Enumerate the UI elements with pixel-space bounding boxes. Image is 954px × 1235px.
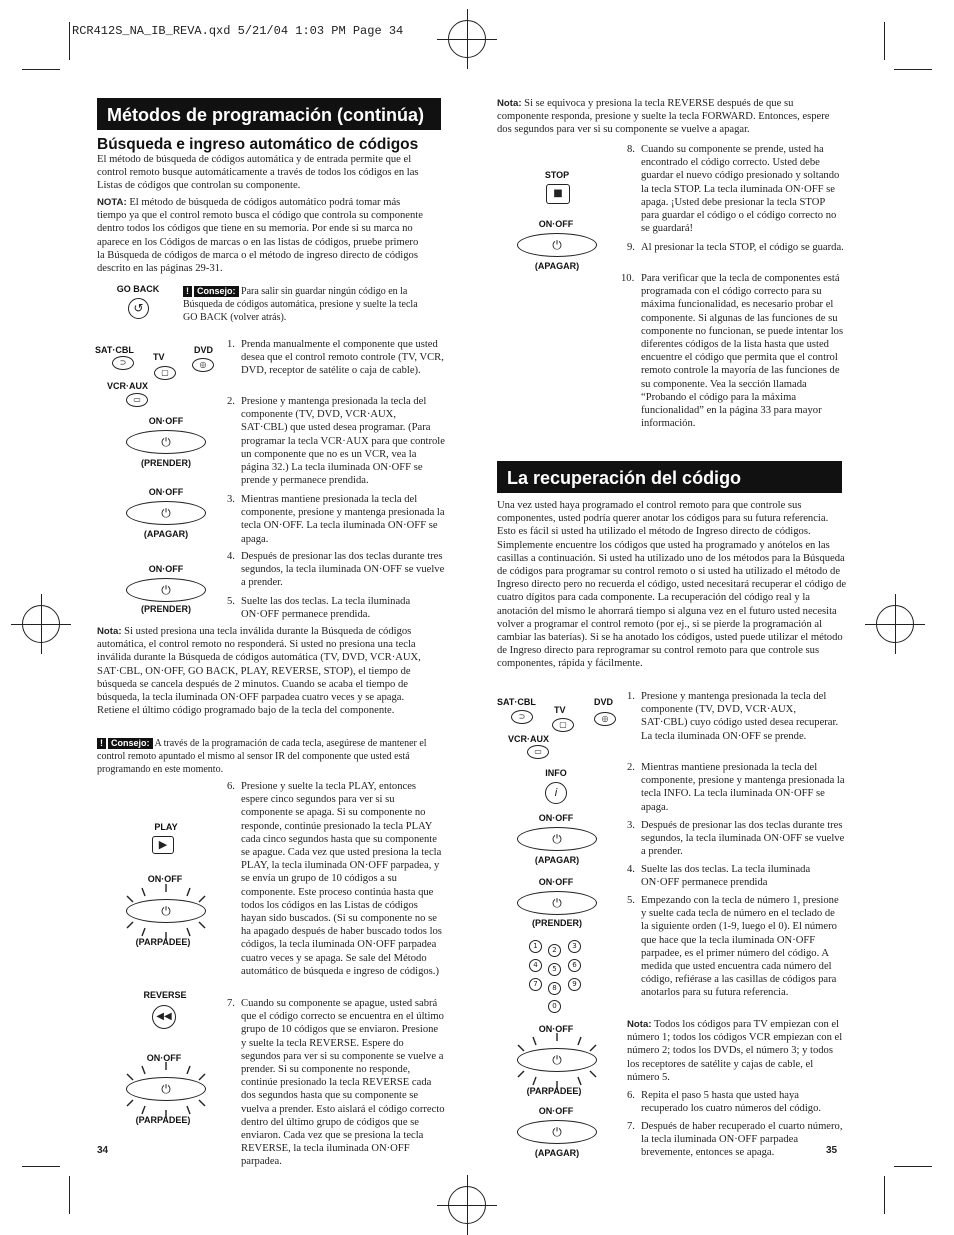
power-icon: ⏻: [552, 1053, 562, 1067]
play-button[interactable]: [152, 836, 174, 854]
note-text: El método de búsqueda de códigos automático podrá tomar más tiempo ya que el control remoto busca el código que controla su componente dentro todos los códigos que tiene en su memoria. Por ende si su marca no aparece en los Códigos de marcas o en las listas de códigos, pruebe primero la Búsqueda de códigos de marca o el método de ingreso directo de códigos descrito en las páginas 29-31.: [97, 197, 423, 275]
prender-caption: (PRENDER): [531, 918, 582, 928]
registration-mark: [448, 1186, 486, 1224]
rewind-icon: ◀◀: [156, 1011, 172, 1022]
crop-mark: [884, 1176, 885, 1214]
power-icon: ⏻: [161, 435, 171, 449]
tip-text: A través de la programación de cada tecla, asegúrese de mantener el control remoto apuntado el mismo al sensor IR del componente que usted está programando en este momento.: [97, 738, 427, 775]
list-item: 1. Presione y mantenga presionada la tecla del componente (TV, DVD, VCR·AUX, SAT·CBL) cuyo código usted desea recuperar. La tecla iluminada ON·OFF se prende.: [627, 691, 839, 742]
dvd-label: DVD: [194, 345, 214, 355]
file-slug: RCR412S_NA_IB_REVA.qxd 5/21/04 1:03 PM Page 34: [72, 24, 404, 38]
onoff-label: ON·OFF: [148, 416, 184, 426]
reverse-label: REVERSE: [143, 990, 187, 1000]
list-item: 9. Al presionar la tecla STOP, el código se guarda.: [627, 242, 844, 253]
note-label: Nota:: [497, 98, 522, 109]
note-text: Todos los códigos para TV empiezan con el número 1; todos los códigos VCR empiezan con el número 2; todos los DVDs, el número 3; y todos los receptores de satélite y cajas de cable, el número 5.: [627, 1019, 843, 1083]
onoff-button[interactable]: [126, 501, 206, 525]
satcbl-label: SAT·CBL: [95, 345, 134, 355]
page-number: 35: [826, 1145, 838, 1156]
list-item: 4. Suelte las dos teclas. La tecla iluminada ON·OFF permanece prendida: [627, 864, 811, 889]
subhead: Búsqueda e ingreso automático de códigos: [97, 136, 419, 153]
power-icon: ⏻: [552, 896, 562, 910]
list-item: 4. Después de presionar las dos teclas durante tres segundos, la tecla iluminada ON·OFF se vuelve a prender.: [227, 551, 445, 589]
note-paragraph: [97, 625, 437, 717]
crop-mark: [894, 1166, 932, 1167]
list-item: 2. Presione y mantenga presionada la tecla del componente (TV, DVD, VCR·AUX, SAT·CBL) que usted desea programar. (Para programar la tecla VCR·AUX para que controle un componente que no es un VCR, vea la página 32.) La tecla iluminada ON·OFF se prende y permanece prendida.: [227, 396, 445, 487]
onoff-button[interactable]: [517, 1120, 597, 1144]
warning-icon: !: [183, 286, 192, 297]
apagar-caption: (APAGAR): [534, 261, 580, 271]
power-icon: ⏻: [552, 238, 562, 252]
onoff-label: ON·OFF: [538, 1106, 574, 1116]
dvd-button[interactable]: [594, 712, 616, 726]
banner-title: La recuperación del código: [507, 468, 742, 488]
list-item: 1. Prenda manualmente el componente que usted desea que el control remoto controle (TV, VCR, DVD, receptor de satélite o caja de cable).: [227, 339, 444, 377]
list-item: 3. Después de presionar las dos teclas durante tres segundos, la tecla iluminada ON·OFF se vuelve a prender.: [627, 820, 845, 858]
dvd-button[interactable]: [192, 358, 214, 372]
onoff-label: ON·OFF: [538, 219, 574, 229]
tape-icon: ▭: [133, 395, 141, 404]
apagar-caption: (APAGAR): [143, 529, 189, 539]
onoff-button[interactable]: [126, 578, 206, 602]
tip-label: Consejo:: [108, 738, 153, 749]
note-text: Si usted presiona una tecla inválida durante la Búsqueda de códigos automática, el control remoto no responderá. Si usted no presiona una tecla inválida durante la Búsqueda de códigos automática (TV, DVD, VCR·AUX, SAT·CBL, ON·OFF, GO BACK, PLAY, REVERSE, STOP), el tiempo de búsqueda se cancela después de 2 minutos. Cuando se acaba el tiempo de búsqueda, la tecla iluminada ON·OFF parpadea cuatro veces y se apaga. Retiene el último código programado bajo de la tecla del componente.: [97, 626, 421, 717]
vcraux-label: VCR·AUX: [508, 734, 550, 744]
crop-mark: [22, 69, 60, 70]
onoff-button[interactable]: [517, 1048, 597, 1072]
key-9[interactable]: 9: [568, 978, 581, 991]
page-number: 34: [97, 1145, 109, 1156]
stop-label: STOP: [544, 170, 570, 180]
key-5[interactable]: 5: [548, 963, 561, 976]
list-item: 5. Empezando con la tecla de número 1, presione y suelte cada tecla de número en el teclado de la siguiente orden (1-9, luego el 0). El número que hace que la tecla iluminada ON·OFF parpadee, es el primer número del código. A medida que usted encuentra cada número del código, refiérase a las casillas de códigos para anotarlos para su futura referencia.: [627, 895, 839, 999]
parpadee-caption: (PARPADEE): [135, 1115, 191, 1125]
key-6[interactable]: 6: [568, 959, 581, 972]
key-0[interactable]: 0: [548, 1000, 561, 1013]
warning-icon: !: [97, 738, 106, 749]
goback-label: GO BACK: [116, 284, 160, 294]
reverse-button[interactable]: [152, 1005, 176, 1029]
goback-icon: ↺: [133, 301, 144, 315]
key-4[interactable]: 4: [529, 959, 542, 972]
tv-icon: ▢: [559, 720, 567, 729]
list-item: 7. Después de haber recuperado el cuarto número, la tecla iluminada ON·OFF parpadea brevemente, entonces se apaga.: [627, 1121, 843, 1159]
tv-label: TV: [153, 352, 165, 362]
tv-icon: ▢: [161, 368, 169, 377]
satellite-icon: ⊃: [518, 712, 526, 721]
tv-label: TV: [554, 705, 566, 715]
key-1[interactable]: 1: [529, 940, 542, 953]
power-icon: ⏻: [161, 1082, 171, 1096]
onoff-label: ON·OFF: [538, 877, 574, 887]
tip-box: [97, 737, 437, 776]
list-item: 3. Mientras mantiene presionada la tecla del componente, presione y mantenga presionada la tecla ON·OFF. La tecla iluminada ON·OFF se apaga.: [227, 494, 445, 545]
registration-mark: [22, 605, 60, 643]
prender-caption: (PRENDER): [140, 604, 191, 614]
goback-button[interactable]: [128, 298, 149, 319]
key-2[interactable]: 2: [548, 944, 561, 957]
note-text: Si se equivoca y presiona la tecla REVERSE después de que su componente responda, presione y suelte la tecla FORWARD. Entonces, espere dos segundos para ver si su componente se vuelve a apagar.: [497, 98, 830, 136]
onoff-label: ON·OFF: [146, 1053, 182, 1063]
tv-button[interactable]: [154, 366, 176, 380]
note-paragraph: [497, 97, 842, 137]
note-label: NOTA:: [97, 197, 127, 208]
onoff-label: ON·OFF: [148, 487, 184, 497]
info-icon: i: [554, 786, 558, 799]
onoff-button[interactable]: [126, 430, 206, 454]
parpadee-caption: (PARPADEE): [135, 937, 191, 947]
banner-title: Métodos de programación (continúa): [107, 105, 425, 125]
key-8[interactable]: 8: [548, 982, 561, 995]
play-icon: ▶: [158, 838, 168, 851]
tape-icon: ▭: [534, 747, 542, 756]
crop-mark: [894, 69, 932, 70]
play-label: PLAY: [154, 822, 178, 832]
tv-button[interactable]: [552, 718, 574, 732]
intro-paragraph: Una vez usted haya programado el control remoto para que controle sus componentes, usted podría querer anotar los códigos para su futura referencia. Esto es fácil si usted ha utilizado el método de Ingreso directo de códigos. Simplemente encuentre los códigos que usted ha programado y anótelos en las casillas a continuación. Si usted ha utilizado uno de los métodos para la Búsqueda de códigos para programar su control remoto o si usted ha utilizado el método de Ingreso directo pero no recuerda el código, usted necesitará recuperar el código de cuatro dígitos para cada componente. La recuperación del código real y la anotación del mismo le ahorrará tiempo si alguna vez en el futuro usted necesita volver a programar el control remoto (por ej., si se pierde la programación al cambiar las baterías). Si se ha anotado los códigos, usted puede utilizar el método de Ingreso directo para reprogramar su control remoto para que controle sus componentes, rápida y fácilmente.: [497, 500, 847, 670]
power-icon: ⏻: [161, 904, 171, 918]
list-item: 7. Cuando su componente se apague, usted sabrá que el código correcto se encuentra en el último grupo de 10 códigos que se enviaron. Presione y suelte la tecla REVERSE. Espere do segundos para ver si su componente se vuelve a prender. Si su componente no responde, continúe presionado la tecla REVERSE cada dos segundos hasta que su componente se vuelva a prender. Esto aislará el código correcto dentro del último grupo de códigos que se enviaron. Cada vez que se presiona la tecla REVERSE, la tecla iluminada ON·OFF parpadea.: [227, 998, 445, 1168]
stop-button[interactable]: [546, 184, 570, 204]
disc-icon: ◎: [199, 360, 207, 369]
intro-paragraph: El método de búsqueda de códigos automática y de entrada permite que el control remoto busque automáticamente a través de todos los códigos en las Listas de códigos que controlan su componente.: [97, 154, 419, 192]
list-item: 2. Mientras mantiene presionada la tecla del componente, presione y mantenga presionada la tecla INFO. La tecla iluminada ON·OFF se apaga.: [627, 762, 845, 813]
key-3[interactable]: 3: [568, 940, 581, 953]
note-paragraph: [97, 196, 427, 275]
onoff-label: ON·OFF: [538, 813, 574, 823]
power-icon: ⏻: [161, 506, 171, 520]
onoff-button[interactable]: [517, 891, 597, 915]
info-label: INFO: [545, 768, 567, 778]
list-item: 10. Para verificar que la tecla de componentes está programada con el código correcto para su máxima funcionalidad, es necesario probar el componente. Si algunas de las funciones de su componente no funcionan, se puede intentar los diferentes códigos de la lista hasta que usted encuentre el código que permita que el control remoto controle la mayoría de las funciones de su componente. Vea la sección llamada “Probando el código para la máxima funcionalidad” en la página 33 para mayor información.: [621, 273, 844, 430]
power-icon: ⏻: [552, 832, 562, 846]
crop-mark: [69, 22, 70, 60]
list-item: 6. Repita el paso 5 hasta que usted haya recuperado los cuatro números del código.: [627, 1090, 822, 1115]
prender-caption: (PRENDER): [140, 458, 191, 468]
key-7[interactable]: 7: [529, 978, 542, 991]
note-label: Nota:: [627, 1019, 652, 1030]
onoff-button[interactable]: [126, 899, 206, 923]
apagar-caption: (APAGAR): [534, 1148, 580, 1158]
satcbl-label: SAT·CBL: [497, 697, 536, 707]
onoff-button[interactable]: [517, 233, 597, 257]
dvd-label: DVD: [594, 697, 614, 707]
tip-label: Consejo:: [194, 286, 239, 297]
section-banner: [97, 98, 441, 130]
note-paragraph: [627, 1018, 845, 1084]
registration-mark: [876, 605, 914, 643]
satcbl-button[interactable]: [511, 710, 533, 724]
onoff-button[interactable]: [126, 1077, 206, 1101]
crop-mark: [22, 1166, 60, 1167]
parpadee-caption: (PARPADEE): [526, 1086, 582, 1096]
crop-mark: [884, 22, 885, 60]
tip-text: Para salir sin guardar ningún código en la Búsqueda de códigos automática, presione y suelte la tecla GO BACK (volver atrás).: [183, 286, 418, 323]
stop-icon: ■: [553, 188, 563, 199]
vcraux-button[interactable]: [126, 393, 148, 407]
section-banner: [497, 461, 842, 493]
onoff-label: ON·OFF: [538, 1024, 574, 1034]
list-item: 5. Suelte las dos teclas. La tecla iluminada ON·OFF permanece prendida.: [227, 596, 411, 621]
power-icon: ⏻: [552, 1125, 562, 1139]
onoff-label: ON·OFF: [147, 874, 183, 884]
note-label: Nota:: [97, 626, 122, 637]
registration-mark: [448, 20, 486, 58]
vcraux-label: VCR·AUX: [107, 381, 149, 391]
power-icon: ⏻: [161, 583, 171, 597]
onoff-button[interactable]: [517, 827, 597, 851]
disc-icon: ◎: [601, 714, 609, 723]
vcraux-button[interactable]: [527, 745, 549, 759]
onoff-label: ON·OFF: [148, 564, 184, 574]
satellite-icon: ⊃: [119, 358, 127, 367]
apagar-caption: (APAGAR): [534, 855, 580, 865]
satcbl-button[interactable]: [112, 356, 134, 370]
list-item: 6. Presione y suelte la tecla PLAY, entonces espere cinco segundos para ver si su componente se apaga. Si su componente no responde, continúe presionado la tecla PLAY cada cinco segundos hasta que su componente se apague. Cada vez que usted presiona la tecla PLAY, la tecla iluminada ON·OFF parpadea, y se envía un grupo de 10 códigos a su componente. Este proceso continúa hasta que todos los códigos en las Listas de códigos hayan sido buscados. (Si su componente no se ha apagado después de haber buscado todos los códigos, la tecla iluminada ON·OFF parpadea cuatro veces y se apaga. Se sale del Método automático de búsqueda e ingreso de códigos.): [227, 781, 442, 977]
crop-mark: [69, 1176, 70, 1214]
list-item: 8. Cuando su componente se prende, usted ha encontrado el código correcto. Usted debe guardar el nuevo código presionado y soltando la tecla STOP. La tecla iluminada ON·OFF se apaga. ¡Usted debe presionar la tecla STOP para guardar el código o el código correcto no se guardará!: [627, 144, 840, 235]
tip-box: [183, 285, 433, 324]
info-button[interactable]: [545, 782, 567, 804]
